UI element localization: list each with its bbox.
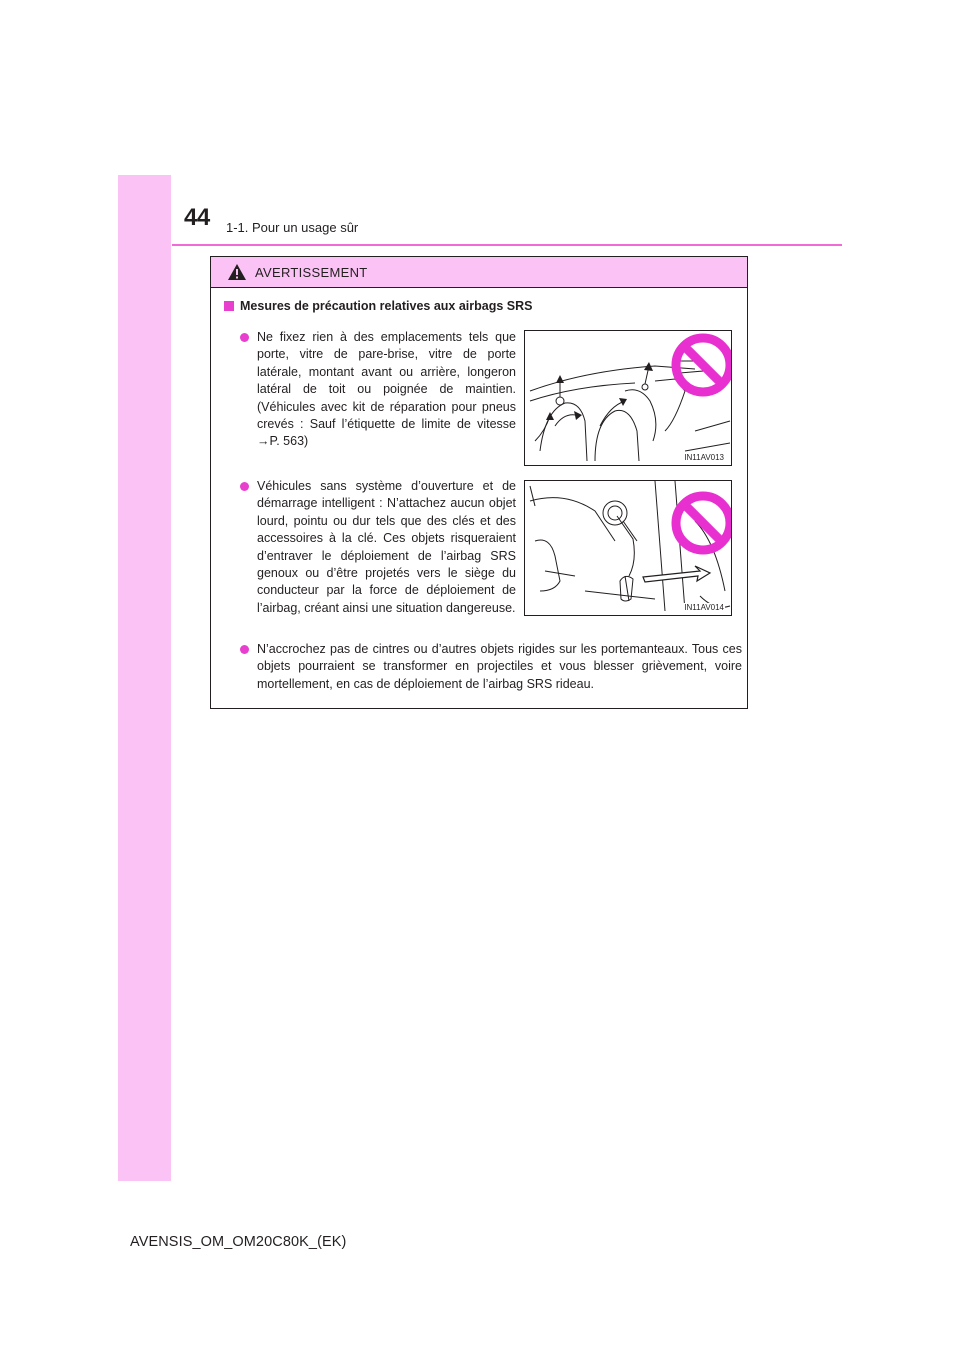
section-title: 1-1. Pour un usage sûr: [226, 220, 359, 235]
vehicle-interior-illustration: [525, 331, 732, 466]
warning-subheading: [224, 299, 532, 313]
figure-headliner-warning: [524, 330, 732, 466]
prohibition-icon: [676, 338, 730, 392]
round-bullet-icon: [240, 333, 249, 342]
round-bullet-icon: [240, 645, 249, 654]
list-item: [240, 478, 516, 617]
warning-box: [210, 256, 748, 709]
square-bullet-icon: [224, 301, 234, 311]
warning-title: AVERTISSEMENT: [255, 264, 368, 280]
round-bullet-icon: [240, 482, 249, 491]
ignition-key-illustration: [525, 481, 732, 616]
subheading-text: Mesures de précaution relatives aux airbags SRS: [240, 299, 533, 313]
list-item: [240, 329, 516, 451]
prohibition-icon: [676, 496, 730, 550]
figure-label: IN11AV013: [684, 453, 724, 462]
list-item-text: Ne fixez rien à des emplacements tels que porte, vitre de pare-brise, vitre de porte latérale, montant avant ou arrière, longeron latéral de toit ou poignée de maintien. (Véhicules avec kit de réparation pour pneus crevés : Sauf l’étiquette de limite de vitesse →P. 563): [257, 330, 516, 449]
warning-header: [211, 257, 747, 288]
list-item-text: Véhicules sans système d’ouverture et de démarrage intelligent : N’attachez aucun objet lourd, pointu ou dur tels que des clés et des accessoires à la clé. Ces objets risqueraient d’entraver le déploiement de l’airbag SRS genoux ou d’être projetés vers le siège du conducteur par la force de déploiement de l’airbag, créant ainsi une situation dangereuse.: [257, 479, 516, 615]
footer-document-code: AVENSIS_OM_OM20C80K_(EK): [130, 1234, 347, 1250]
list-item-text: N’accrochez pas de cintres ou d’autres objets rigides sur les portemanteaux. Tous ces objets pourraient se transformer en projectiles et vous blesser grièvement, voire mortellement, en cas de déploiement de l’airbag SRS rideau.: [257, 642, 742, 691]
header-rule: [172, 244, 842, 246]
figure-ignition-key-warning: [524, 480, 732, 616]
warning-triangle-icon: [227, 263, 247, 281]
side-tab-band: [118, 175, 171, 1181]
figure-label: IN11AV014: [684, 603, 724, 612]
page-number: 44: [184, 204, 210, 231]
list-item: [240, 641, 742, 693]
